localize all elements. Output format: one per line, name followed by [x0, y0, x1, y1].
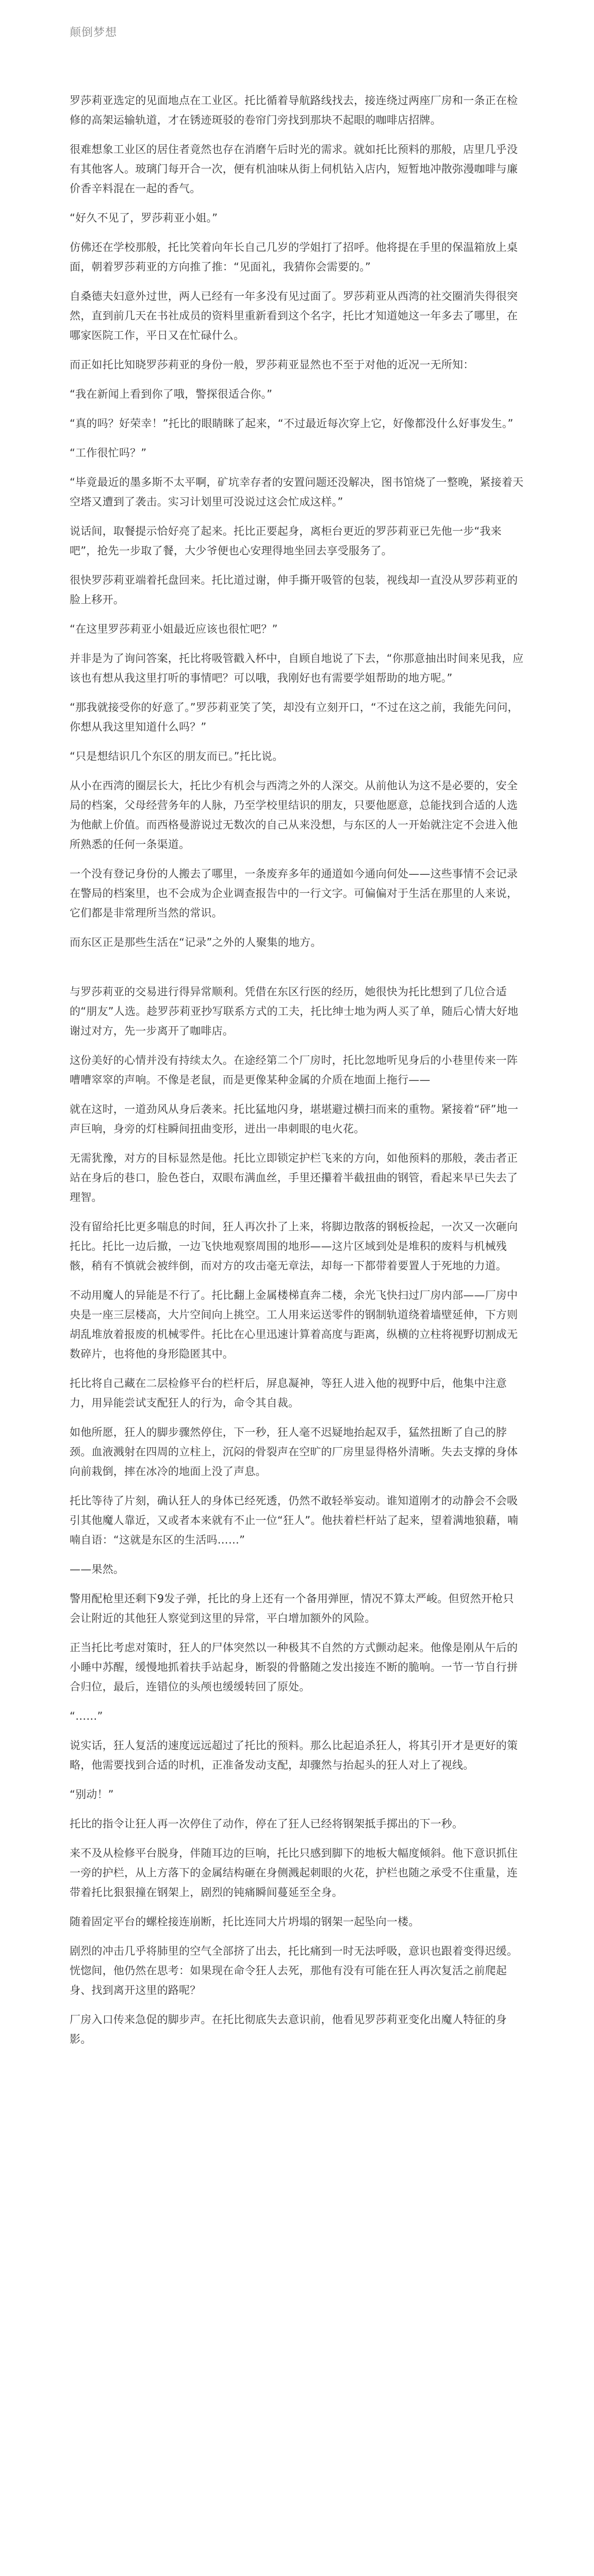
paragraph: “……”: [70, 1710, 103, 1722]
paragraph: 一个没有登记身份的人搬去了哪里，一条废弃多年的通道如今通向何处——这些事情不会记录在警局的档案里，也不会成为企业调查报告中的一行文字。可偏偏对于生活在那里的人来说，它们都是非常理所当然的常识。: [70, 868, 518, 919]
paragraph: 厂房入口传来急促的脚步声。在托比彻底失去意识前，他看见罗莎莉亚变化出魔人特征的身影。: [70, 2013, 507, 2045]
paragraph: 而正如托比知晓罗莎莉亚的身份一般，罗莎莉亚显然也不至于对他的近况一无所知：: [70, 359, 474, 371]
paragraph: 正当托比考虑对策时，狂人的尸体突然以一种极其不自然的方式颤动起来。他像是刚从午后的小睡中苏醒，缓慢地抓着扶手站起身，断裂的骨骼随之发出接连不断的脆响。一节一节自行拼合归位，最后，连错位的头颅也缓缓转回了原处。: [70, 1641, 518, 1693]
paragraph: “好久不见了，罗莎莉亚小姐。”: [70, 212, 218, 224]
paragraph: 从小在西湾的圈层长大，托比少有机会与西湾之外的人深交。从前他认为这不是必要的，安全局的档案，父母经营务年的人脉，乃至学校里结识的朋友，只要他愿意，总能找到合适的人选为他献上价值。而西格曼游说过无数次的自己从来没想，与东区的人一开始就注定不会进入他所熟悉的任何一条渠道。: [70, 779, 518, 851]
paragraph: 如他所愿，狂人的脚步骤然停住，下一秒，狂人毫不迟疑地抬起双手，猛然扭断了自己的脖颈。血液溅射在四周的立柱上，沉闷的骨裂声在空旷的厂房里显得格外清晰。失去支撑的身体向前栽倒，摔在冰冷的地面上没了声息。: [70, 1426, 518, 1478]
paragraph: “别动！”: [70, 1788, 114, 1801]
paragraph: 说实话，狂人复活的速度远远超过了托比的预料。那么比起追杀狂人，将其引开才是更好的策略，他需要找到合适的时机，正准备发动支配，却骤然与抬起头的狂人对上了视线。: [70, 1739, 518, 1771]
paragraph: 不动用魔人的异能是不行了。托比翻上金属楼梯直奔二楼，余光飞快扫过厂房内部——厂房中央是一座三层楼高，大片空间向上挑空。工人用来运送零件的钢制轨道绕着墙壁延伸，下方则胡乱堆放着报废的机械零件。托比在心里迅速计算着高度与距离，纵横的立柱将视野切割成无数碎片，也将他的身形隐匿其中。: [70, 1289, 518, 1360]
paragraph: “真的吗？好荣幸！”托比的眼睛眯了起来，“不过最近每次穿上它，好像都没什么好事发生。”: [70, 417, 514, 430]
paragraph: 仿佛还在学校那般，托比笑着向年长自己几岁的学姐打了招呼。他将提在手里的保温箱放上桌面，朝着罗莎莉亚的方向推了推：“见面礼，我猜你会需要的。”: [70, 241, 518, 273]
paragraph: 很难想象工业区的居住者竟然也存在消磨午后时光的需求。就如托比预料的那般，店里几乎没有其他客人。玻璃门每开合一次，便有机油味从街上伺机钻入店内，短暂地冲散弥漫咖啡与廉价香辛料混在一起的香气。: [70, 143, 518, 195]
paragraph: 剧烈的冲击几乎将肺里的空气全部挤了出去，托比痛到一时无法呼吸，意识也跟着变得迟缓。恍惚间，他仍然在思考：如果现在命令狂人去死，那他有没有可能在狂人再次复活之前爬起身、找到离开这里的路呢？: [70, 1945, 518, 1996]
paragraph: 没有留给托比更多喘息的时间，狂人再次扑了上来，将脚边散落的钢板捡起，一次又一次砸向托比。托比一边后撤，一边飞快地观察周围的地形——这片区域到处是堆积的废料与机械残骸，稍有不慎就会被绊倒，而对方的攻击毫无章法，却每一下都带着要置人于死地的力道。: [70, 1221, 518, 1272]
paragraph: “我在新闻上看到你了哦，警探很适合你。”: [70, 388, 273, 400]
paragraph: 托比等待了片刻，确认狂人的身体已经死透，仍然不敢轻举妄动。谁知道刚才的动静会不会吸引其他魔人靠近，又或者本来就有不止一位“狂人”。他扶着栏杆站了起来，望着满地狼藉，喃喃自语：“这就是东区的生活吗……”: [70, 1495, 519, 1546]
paragraph: 很快罗莎莉亚端着托盘回来。托比道过谢，伸手撕开吸管的包装，视线却一直没从罗莎莉亚的脸上移开。: [70, 574, 518, 606]
paragraph: 托比将自己藏在二层检修平台的栏杆后，屏息凝神，等狂人进入他的视野中后，他集中注意力，用异能尝试支配狂人的行为，命令其自裁。: [70, 1377, 507, 1409]
paragraph: “那我就接受你的好意了。”罗莎莉亚笑了笑，却没有立刻开口，“不过在这之前，我能先问问，你想从我这里知道什么吗？”: [70, 701, 519, 733]
paragraph: “只是想结识几个东区的朋友而已。”托比说。: [70, 750, 284, 762]
paragraph: 罗莎莉亚选定的见面地点在工业区。托比循着导航路线找去，接连绕过两座厂房和一条正在检修的高架运输轨道，才在锈迹斑驳的卷帘门旁找到那块不起眼的咖啡店招牌。: [70, 94, 518, 126]
paragraph: 说话间，取餐提示恰好亮了起来。托比正要起身，离柜台更近的罗莎莉亚已先他一步“我来吧”，抢先一步取了餐，大少爷便也心安理得地坐回去享受服务了。: [70, 525, 502, 557]
paragraph: 与罗莎莉亚的交易进行得异常顺利。凭借在东区行医的经历，她很快为托比想到了几位合适的“朋友”人选。趁罗莎莉亚抄写联系方式的工夫，托比绅士地为两人买了单，随后心情大好地谢过对方，先一步离开了咖啡店。: [70, 986, 519, 1037]
paragraph: 来不及从检修平台脱身，伴随耳边的巨响，托比只感到脚下的地板大幅度倾斜。他下意识抓住一旁的护栏，从上方落下的金属结构砸在身侧溅起刺眼的火花，护栏也随之承受不住重量，连带着托比狠狠撞在钢架上，剧烈的钝痛瞬间蔓延至全身。: [70, 1847, 518, 1899]
paragraph: 这份美好的心情并没有持续太久。在途经第二个厂房时，托比忽地听见身后的小巷里传来一阵嘈嘈窣窣的声响。不像是老鼠，而是更像某种金属的介质在地面上拖行——: [70, 1054, 518, 1086]
paragraph: “工作很忙吗？”: [70, 447, 147, 459]
paragraph: 托比的指令让狂人再一次停住了动作，停在了狂人已经将钢架抵手掷出的下一秒。: [70, 1818, 464, 1830]
paragraph: 就在这时，一道劲风从身后袭来。托比猛地闪身，堪堪避过横扫而来的重物。紧接着“砰”地一声巨响，身旁的灯柱瞬间扭曲变形，迸出一串刺眼的电火花。: [70, 1103, 519, 1135]
paragraph: 警用配枪里还剩下9发子弹，托比的身上还有一个备用弹匣，情况不算太严峻。但贸然开枪只会让附近的其他狂人察觉到这里的异常，平白增加额外的风险。: [70, 1592, 514, 1624]
document-body: [70, 91, 524, 2049]
paragraph: ——果然。: [70, 1563, 124, 1575]
paragraph: 无需犹豫，对方的目标显然是他。托比立即锁定护栏飞来的方向，如他预料的那般，袭击者正站在身后的巷口，脸色苍白，双眼布满血丝，手里还攥着半截扭曲的钢管，看起来早已失去了理智。: [70, 1152, 518, 1204]
document-heading: 颠倒梦想: [70, 26, 118, 39]
paragraph: “在这里罗莎莉亚小姐最近应该也很忙吧？”: [70, 623, 278, 635]
paragraph: “毕竟最近的墨多斯不太平啊，矿坑幸存者的安置问题还没解决，图书馆烧了一整晚，紧接着天空塔又遭到了袭击。实习计划里可没说过这会忙成这样。”: [70, 476, 524, 508]
paragraph: 并非是为了询问答案，托比将吸管戳入杯中，自顾自地说了下去，“你那意抽出时间来见我，应该也有想从我这里打听的事情吧？可以哦，我刚好也有需要学姐帮助的地方呢。”: [70, 652, 524, 684]
paragraph: 而东区正是那些生活在“记录”之外的人聚集的地方。: [70, 936, 322, 948]
paragraph: 自桑德夫妇意外过世，两人已经有一年多没有见过面了。罗莎莉亚从西湾的社交圈消失得很突然，直到前几天在书社成员的资料里重新看到这个名字，托比才知道她这一年多去了哪里，在哪家医院工作，平日又在忙碌什么。: [70, 290, 518, 342]
paragraph: 随着固定平台的螺栓接连崩断，托比连同大片坍塌的钢架一起坠向一楼。: [70, 1916, 420, 1928]
